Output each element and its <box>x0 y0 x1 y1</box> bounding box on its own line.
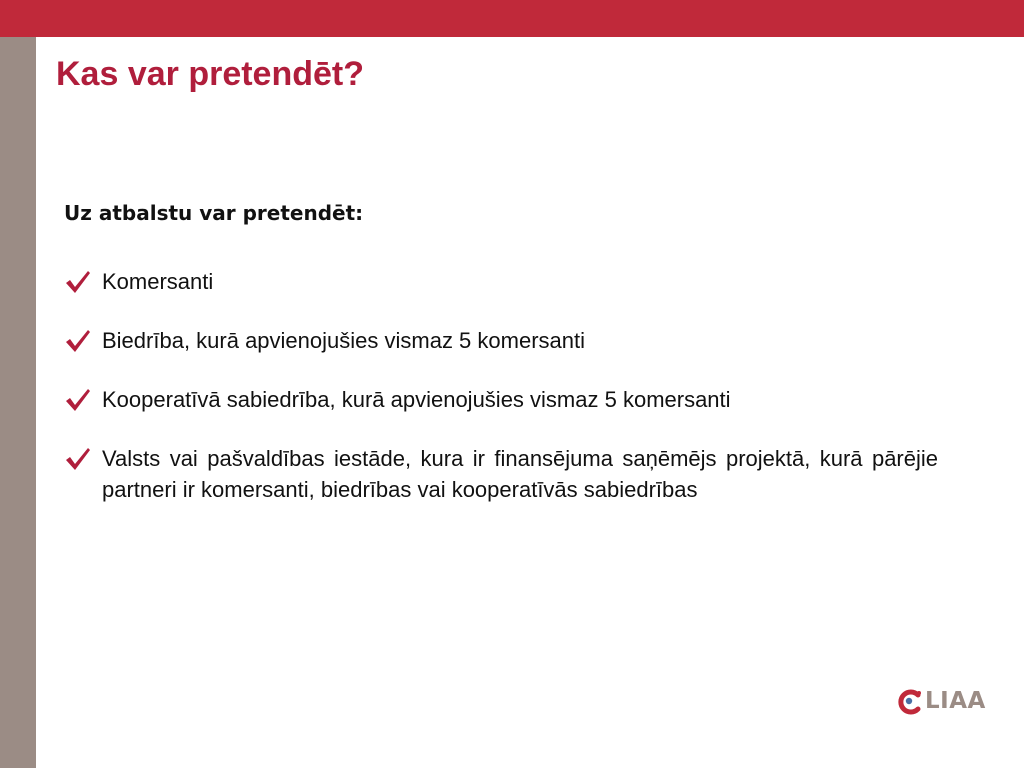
checkmark-icon <box>64 446 92 472</box>
list-item-text: Kooperatīvā sabiedrība, kurā apvienojušies vismaz 5 komersanti <box>102 387 731 412</box>
liaa-logo <box>896 686 994 716</box>
slide-title: Kas var pretendēt? <box>56 55 364 93</box>
liaa-logo-icon <box>896 686 924 716</box>
list-item-text: Biedrība, kurā apvienojušies vismaz 5 komersanti <box>102 328 586 353</box>
bullet-list <box>64 266 938 533</box>
left-accent-bar <box>0 37 36 768</box>
list-item <box>64 325 938 356</box>
list-item-text: Valsts vai pašvaldības iestāde, kura ir finansējuma saņēmējs projektā, kurā pārējie partneri ir komersanti, biedrības vai kooperatīvās sabiedrības <box>102 446 938 502</box>
list-item <box>64 443 938 505</box>
checkmark-icon <box>64 328 92 354</box>
slide-subheading: Uz atbalstu var pretendēt: <box>64 201 364 225</box>
list-item-text: Komersanti <box>102 269 214 294</box>
logo-text: LIAA <box>925 688 986 714</box>
list-item <box>64 384 938 415</box>
checkmark-icon <box>64 387 92 413</box>
list-item <box>64 266 938 297</box>
top-accent-bar <box>0 0 1024 37</box>
checkmark-icon <box>64 269 92 295</box>
